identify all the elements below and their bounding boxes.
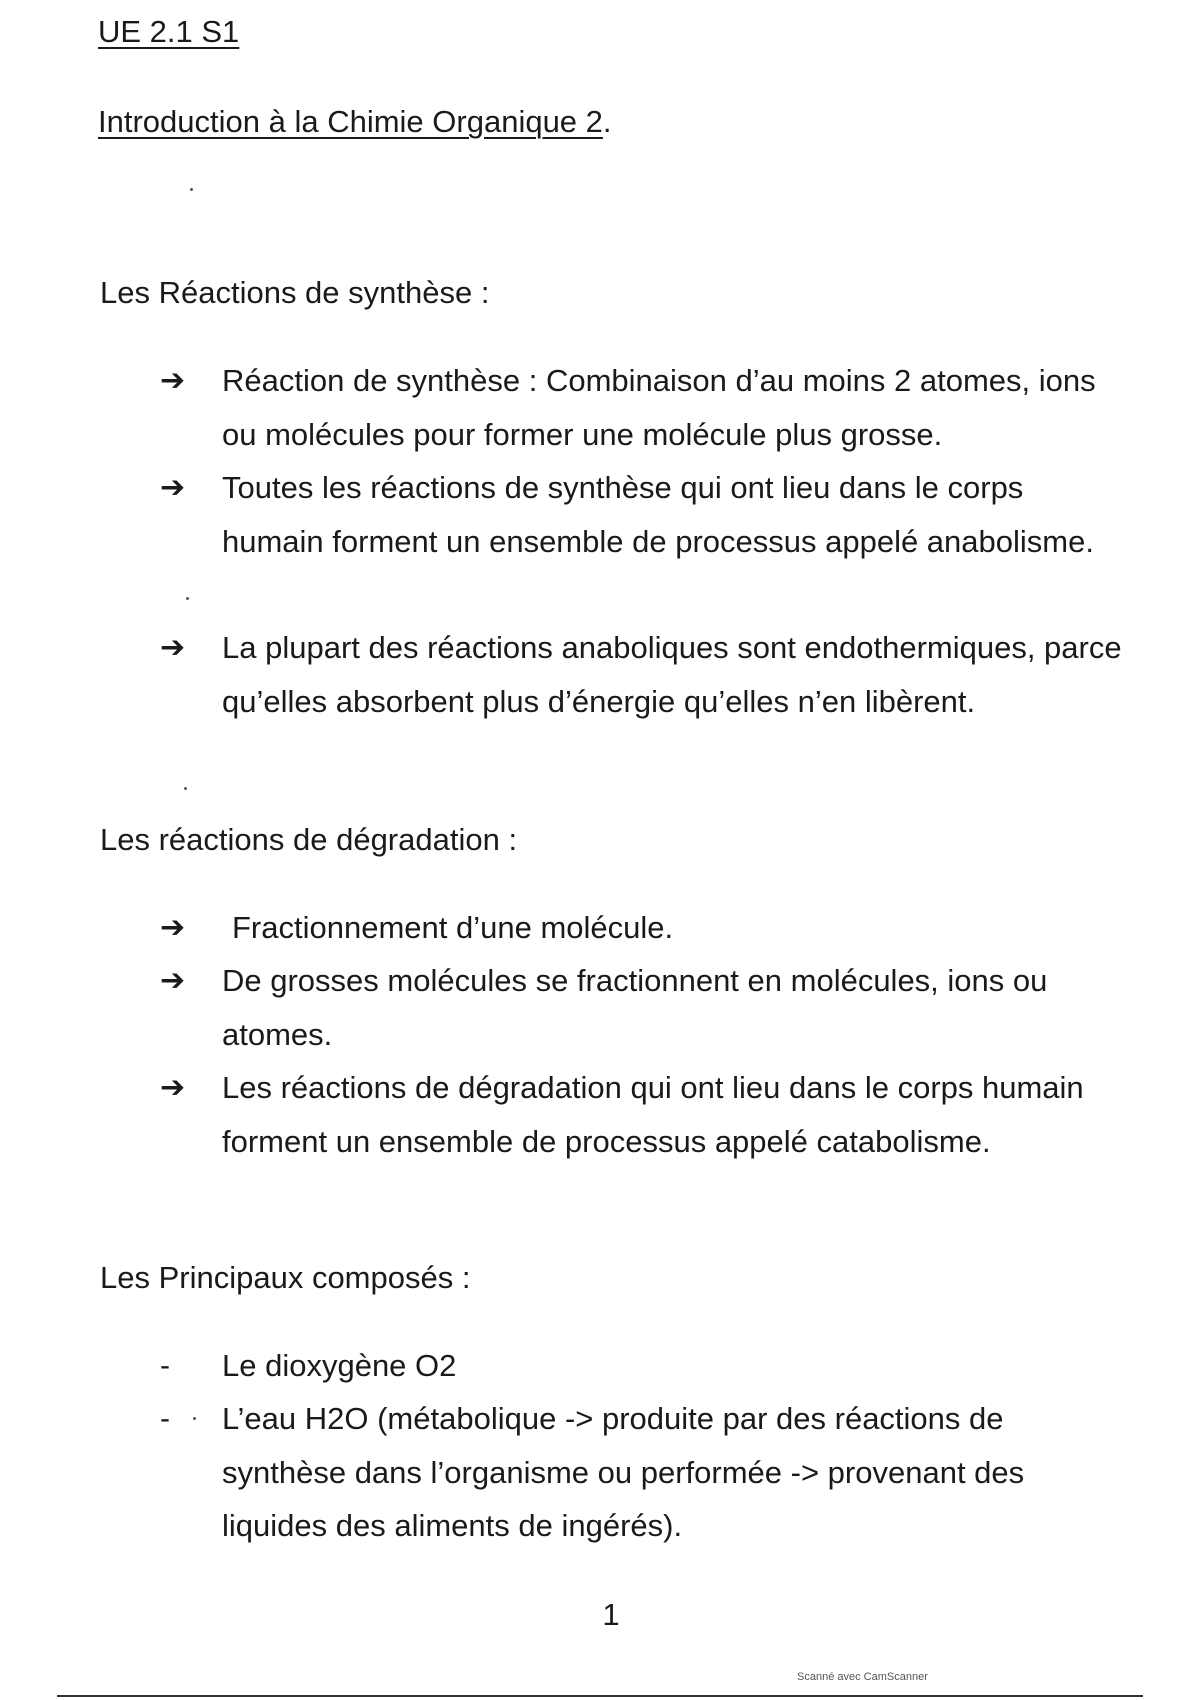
- document-title: [98, 104, 612, 140]
- list-item: [160, 901, 1130, 955]
- list-item: [160, 954, 1130, 1061]
- arrow-bullet-icon: ➔: [160, 364, 186, 397]
- arrow-bullet-icon: ➔: [160, 911, 186, 944]
- list-item-text: L’eau H2O (métabolique -> produite par des réactions de synthèse dans l’organisme ou performée -> provenant des liquides des aliments de ingérés).: [222, 1401, 1025, 1543]
- page-number: 1: [602, 1597, 620, 1632]
- scan-speck: [186, 597, 189, 600]
- list-item-text: Réaction de synthèse : Combinaison d’au moins 2 atomes, ions ou molécules pour former une molécule plus grosse.: [222, 363, 1096, 452]
- list-item-text: Toutes les réactions de synthèse qui ont lieu dans le corps humain forment un ensemble de processus appelé anabolisme.: [222, 470, 1094, 559]
- list-item: [160, 1392, 1130, 1553]
- document-title-text: Introduction à la Chimie Organique 2: [98, 104, 603, 139]
- list-item-text: Fractionnement d’une molécule.: [232, 910, 674, 945]
- arrow-bullet-icon: ➔: [160, 1071, 186, 1104]
- arrow-bullet-icon: ➔: [160, 631, 186, 664]
- section-heading-synthese: Les Réactions de synthèse :: [100, 275, 490, 310]
- list-item-text: Les réactions de dégradation qui ont lieu dans le corps humain forment un ensemble de processus appelé catabolisme.: [222, 1070, 1084, 1159]
- bottom-divider: [57, 1695, 1143, 1697]
- scan-speck: [190, 188, 193, 191]
- scanner-watermark: Scanné avec CamScanner: [797, 1671, 928, 1683]
- list-item-text: Le dioxygène O2: [222, 1348, 457, 1383]
- list-item-text: De grosses molécules se fractionnent en molécules, ions ou atomes.: [222, 963, 1048, 1052]
- document-title-punct: .: [602, 104, 612, 139]
- arrow-bullet-icon: ➔: [160, 964, 186, 997]
- list-item: [160, 461, 1130, 568]
- arrow-bullet-icon: ➔: [160, 471, 186, 504]
- section-heading-composes: Les Principaux composés :: [100, 1260, 471, 1295]
- section-heading-degradation: Les réactions de dégradation :: [100, 822, 518, 857]
- course-code: UE 2.1 S1: [98, 14, 240, 49]
- list-item: [160, 1061, 1130, 1168]
- list-item-text: La plupart des réactions anaboliques sont endothermiques, parce qu’elles absorbent plus d’énergie qu’elles n’en libèrent.: [222, 630, 1122, 719]
- dash-bullet: -: [160, 1349, 170, 1382]
- list-item: [160, 1339, 1130, 1393]
- list-item: [160, 621, 1130, 728]
- scan-speck: [184, 787, 187, 790]
- scan-speck: [193, 1417, 196, 1420]
- dash-bullet: -: [160, 1402, 170, 1435]
- list-item: [160, 354, 1130, 461]
